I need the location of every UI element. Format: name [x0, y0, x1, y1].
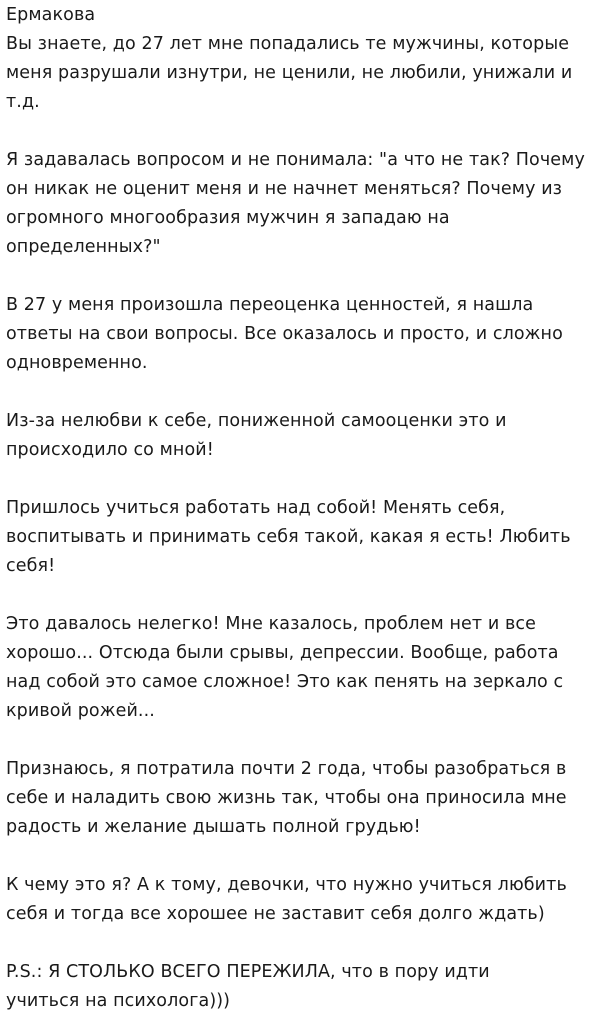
- paragraph-5: Пришлось учиться работать над собой! Менять себя, воспитывать и принимать себя такой, какая я есть! Любить себя!: [6, 498, 571, 576]
- paragraph-1: Вы знаете, до 27 лет мне попадались те мужчины, которые меня разрушали изнутри, не ценили, не любили, унижали и т.д.: [6, 34, 573, 112]
- paragraph-4: Из-за нелюбви к себе, пониженной самооценки это и происходило со мной!: [6, 411, 507, 460]
- paragraph-9: P.S.: Я СТОЛЬКО ВСЕГО ПЕРЕЖИЛА, что в пору идти учиться на психолога))): [6, 962, 490, 1011]
- paragraph-8: К чему это я? А к тому, девочки, что нужно учиться любить себя и тогда все хорошее не заставит себя долго ждать): [6, 875, 567, 924]
- paragraph-6: Это давалось нелегко! Мне казалось, проблем нет и все хорошо... Отсюда были срывы, депрессии. Вообще, работа над собой это самое сложное! Это как пенять на зеркало с кривой рожей...: [6, 614, 564, 721]
- paragraph-7: Признаюсь, я потратила почти 2 года, чтобы разобраться в себе и наладить свою жизнь так, чтобы она приносила мне радость и желание дышать полной грудью!: [6, 759, 567, 837]
- paragraph-2: Я задавалась вопросом и не понимала: "а что не так? Почему он никак не оценит меня и не начнет меняться? Почему из огромного многообразия мужчин я западаю на определенных?": [6, 150, 585, 257]
- paragraph-3: В 27 у меня произошла переоценка ценностей, я нашла ответы на свои вопросы. Все оказалось и просто, и сложно одновременно.: [6, 295, 563, 373]
- post-author: Ермакова: [6, 5, 96, 25]
